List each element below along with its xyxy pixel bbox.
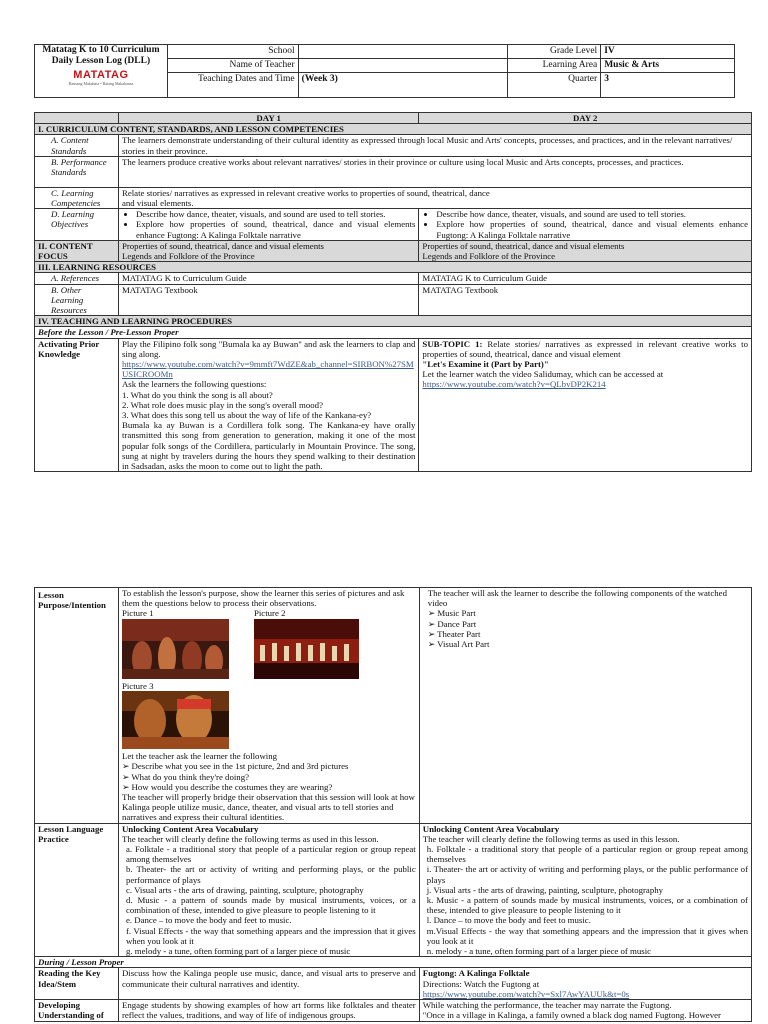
developing-day2-line2: "Once in a village in Kalinga, a family owned a black dog named Fugtong. However [422,1010,721,1021]
matatag-logo-sub: Bansang Makabata • Batang Makabansa [68,81,134,86]
dll-title-cell [35,45,168,98]
content-focus-day2-line2: Legends and Folklore of the Province [422,251,556,262]
objective-item: • Describe how dance, theater, visuals, and sound are used to tell stories. [436,209,748,219]
content-standards-text: The learners demonstrate understanding of their cultural identity as expressed through local Music and Arts' concepts, processes, and practices, and in the relevant narratives/ stories in their province. [118,135,751,156]
content-standards-label: A. Content Standards [35,135,119,156]
vocab-item: j. Visual arts - the arts of drawing, painting, sculpture, photography [426,884,664,895]
purpose-question: ➢ Describe what you see in the 1st picture, 2nd and 3rd pictures [122,761,416,771]
content-focus-row [35,240,752,261]
vocab-item: m.Visual Effects - the way that something appears and the impression that it gives when you look at it [426,925,748,946]
school-label: School [167,45,298,59]
fugtong-video-link[interactable]: https://www.youtube.com/watch?v=Sxl7AwYAUUk&t=0s [422,988,630,999]
component-item: ➢ Music Part [428,608,748,618]
vocab-heading-day2: Unlocking Content Area Vocabulary [422,823,560,834]
activating-question-3: 3. What does this song tell us about the way of life of the Kankana-ey? [121,410,372,421]
activating-question-1: 1. What do you think the song is all about? [121,389,273,400]
competencies-label: C. Learning Competencies [35,187,119,208]
during-lesson-heading: During / Lesson Proper [35,957,752,968]
bumala-video-link[interactable]: https://www.youtube.com/watch?v=9mmft7WdZE&ab_channel=SIRBON%27SMUSICROOMn [121,359,414,380]
picture-1-block [122,608,254,680]
vocab-list-day1 [122,844,416,956]
content-focus-day1-line2: Legends and Folklore of the Province [121,251,255,262]
content-focus-label: II. CONTENT FOCUS [35,240,119,261]
references-day2: MATATAG K to Curriculum Guide [419,273,752,284]
references-row [35,273,752,284]
purpose-day1-intro: To establish the lesson's purpose, show the learner this series of pictures and ask them the questions below to process their observations. [121,588,405,609]
purpose-day2-intro: The teacher will ask the learner to describe the following components of the watched video [427,588,727,609]
vocab-item: n. melody - a tune, often forming part of a larger piece of music [426,946,652,957]
picture-1-caption: Picture 1 [121,608,154,619]
teacher-label: Name of Teacher [167,59,298,73]
subtopic-label: SUB-TOPIC 1: [422,338,483,349]
developing-row [35,1000,752,1021]
activating-day1-paragraph: Bumala ka ay Buwan is a Cordillera folk song. The Kankana-ey have orally transmitted this song from generation to generation, making it one of the most popular folk songs of the Cordillera, particularly in Mountain Province. The song, sung at night by travelers during the hours they spend walking to their destination in Sadsadan, asks the moon to come out to light the path. [121,420,416,472]
component-item: ➢ Visual Art Part [428,639,748,649]
matatag-logo [37,69,165,86]
other-resources-day2: MATATAG Textbook [419,284,752,316]
day-header-row [35,113,752,124]
other-resources-day1: MATATAG Textbook [118,284,418,316]
performance-standards-text: The learners produce creative works about relevant narratives/ stories in their province or culture using local Music and Arts concepts, processes, and practices. [118,156,751,187]
dates-label: Teaching Dates and Time [167,73,298,98]
developing-label: Developing Understanding of [35,1000,119,1021]
activating-question-2: 2. What role does music play in the song's overall mood? [121,399,323,410]
fugtong-title: Fugtong: A Kalinga Folktale [422,968,530,979]
content-standards-row [35,135,752,156]
objectives-label: D. Learning Objectives [35,209,119,241]
language-row [35,823,752,957]
vocab-item: a. Folktale - a traditional story that people of a particular region or group repeat among themselves [125,844,416,865]
activating-label: Activating Prior Knowledge [35,338,119,472]
vocab-intro-day2: The teacher will clearly define the following terms as used in this lesson. [422,833,680,844]
teacher-value[interactable] [298,59,508,73]
developing-day1: Engage students by showing examples of how art forms like folktales and theater reflect the values, traditions, and way of life of indigenous groups. [118,1000,419,1021]
matatag-logo-text: MATATAG [73,69,129,81]
vocab-list-day2 [423,844,748,956]
content-focus-day2-line1: Properties of sound, theatrical, dance and visual elements [422,240,625,251]
salidumay-video-link[interactable]: https://www.youtube.com/watch?v=QLbvDP2K214 [422,379,606,390]
dates-value[interactable]: (Week 3) [298,73,508,98]
section-curriculum: I. CURRICULUM CONTENT, STANDARDS, AND LESSON COMPETENCIES [35,124,752,135]
vocab-heading-day1: Unlocking Content Area Vocabulary [121,823,259,834]
picture-3-caption: Picture 3 [121,680,154,691]
dll-table-page1 [34,112,752,472]
purpose-label: Lesson Purpose/Intention [35,588,119,824]
vocab-item: k. Music - a pattern of sounds made by musical instruments, voices, or a combination of these, intended to give pleasure to people listening to it [426,895,748,916]
objective-item: • Explore how properties of sound, theatrical, dance and visual elements enhance Fugtong: A Kalinga Folktale narrative [436,219,748,239]
purpose-question: ➢ How would you describe the costumes they are wearing? [122,782,416,792]
reading-row [35,968,752,1000]
grade-value[interactable]: IV [601,45,735,59]
activating-row [35,338,752,472]
purpose-day1-close: The teacher will properly bridge their observation that this session will look at how Kalinga people utilize music, dance, theater, and visual arts to tell stories and narratives and express their cultural identities. [121,792,415,823]
vocab-item: b. Theater- the art or activity of writing and performing plays, or the public performance of plays [125,864,416,885]
references-day1: MATATAG K to Curriculum Guide [118,273,418,284]
objectives-day2-list [422,209,748,240]
activating-day1-intro: Play the Filipino folk song "Bumala ka ay Buwan" and ask the learners to clap and sing along. [121,338,416,359]
section-procedures: IV. TEACHING AND LEARNING PROCEDURES [35,316,752,327]
dll-title-line2: Daily Lesson Log (DLL) [51,56,151,66]
vocab-item: c. Visual arts - the arts of drawing, painting, sculpture, photography [125,884,364,895]
salidumay-text: Let the learner watch the video Salidumay, which can be accessed at [422,369,664,380]
purpose-row [35,588,752,824]
subtopic-line [422,339,748,359]
area-label: Learning Area [508,59,601,73]
objective-item: • Describe how dance, theater, visuals, and sound are used to tell stories. [136,209,415,219]
reading-label: Reading the Key Idea/Stem [35,968,119,1000]
purpose-ask: Let the teacher ask the learner the following [121,751,278,762]
picture-2-caption: Picture 2 [253,608,286,619]
objectives-row [35,209,752,241]
subtopic-text: Relate stories/ narratives as expressed in relevant creative works to properties of sound, theatrical, dance and visual element [422,338,748,359]
day2-header: DAY 2 [419,113,752,124]
examine-title: "Let's Examine it (Part by Part)" [422,359,549,370]
picture-2-photo [254,619,359,679]
activating-questions-intro: Ask the learners the following questions: [121,379,267,390]
quarter-value[interactable]: 3 [601,73,735,98]
performance-standards-label: B. Performance Standards [35,156,119,187]
day1-header: DAY 1 [118,113,418,124]
objective-item: • Explore how properties of sound, theatrical, dance and visual elements enhance Fugtong: A Kalinga Folktale narrative [136,219,415,239]
vocab-item: l. Dance – to move the body and feet to music. [426,915,591,926]
vocab-item: h. Folktale - a traditional story that people of a particular region or group repeat among themselves [426,844,748,865]
language-label: Lesson Language Practice [35,823,119,957]
dll-table-page2 [34,587,752,1022]
picture-2-block [254,608,359,680]
developing-day2-line1: While watching the performance, the teacher may narrate the Fugtong. [422,1000,672,1011]
purpose-question: ➢ What do you think they're doing? [122,772,416,782]
grade-label: Grade Level [508,45,601,59]
performance-standards-row [35,156,752,187]
component-item: ➢ Dance Part [428,619,748,629]
before-lesson-heading: Before the Lesson / Pre-Lesson Proper [35,327,752,338]
dll-title-line1: Matatag K to 10 Curriculum [42,45,160,55]
objectives-day1-list [122,209,415,240]
reading-day1: Discuss how the Kalinga people use music, dance, and visual arts to preserve and communicate their cultural narratives and identity. [118,968,419,1000]
header-table [34,44,735,98]
component-item: ➢ Theater Part [428,629,748,639]
competencies-row [35,187,752,208]
vocab-intro-day1: The teacher will clearly define the following terms as used in this lesson. [121,833,379,844]
vocab-item: g. melody - a tune, often forming part of a larger piece of music [125,946,351,957]
quarter-label: Quarter [508,73,601,98]
area-value[interactable]: Music & Arts [601,59,735,73]
section-resources: III. LEARNING RESOURCES [35,262,752,273]
vocab-item: i. Theater- the art or activity of writing and performing plays, or the public performance of plays [426,864,748,885]
vocab-item: f. Visual Effects - the way that something appears and the impression that it gives when you look at it [125,925,416,946]
other-resources-row [35,284,752,316]
fugtong-directions: Directions: Watch the Fugtong at [422,978,540,989]
vocab-item: d. Music - a pattern of sounds made by musical instruments, voices, or a combination of these, intended to give pleasure to people listening to it [125,895,416,916]
vocab-item: e. Dance – to move the body and feet to music. [125,915,292,926]
content-focus-day1-line1: Properties of sound, theatrical, dance and visual elements [121,240,324,251]
school-value[interactable] [298,45,508,59]
purpose-day2-components [428,608,748,649]
purpose-day1-questions [122,761,416,792]
references-label: A. References [35,273,119,284]
competencies-text: Relate stories/ narratives as expressed in relevant creative works to properties of sound, theatrical, dance and visual elements. [118,187,751,208]
other-resources-label: B. Other Learning Resources [35,284,119,316]
picture-3-photo [122,691,229,749]
picture-1-photo [122,619,229,679]
